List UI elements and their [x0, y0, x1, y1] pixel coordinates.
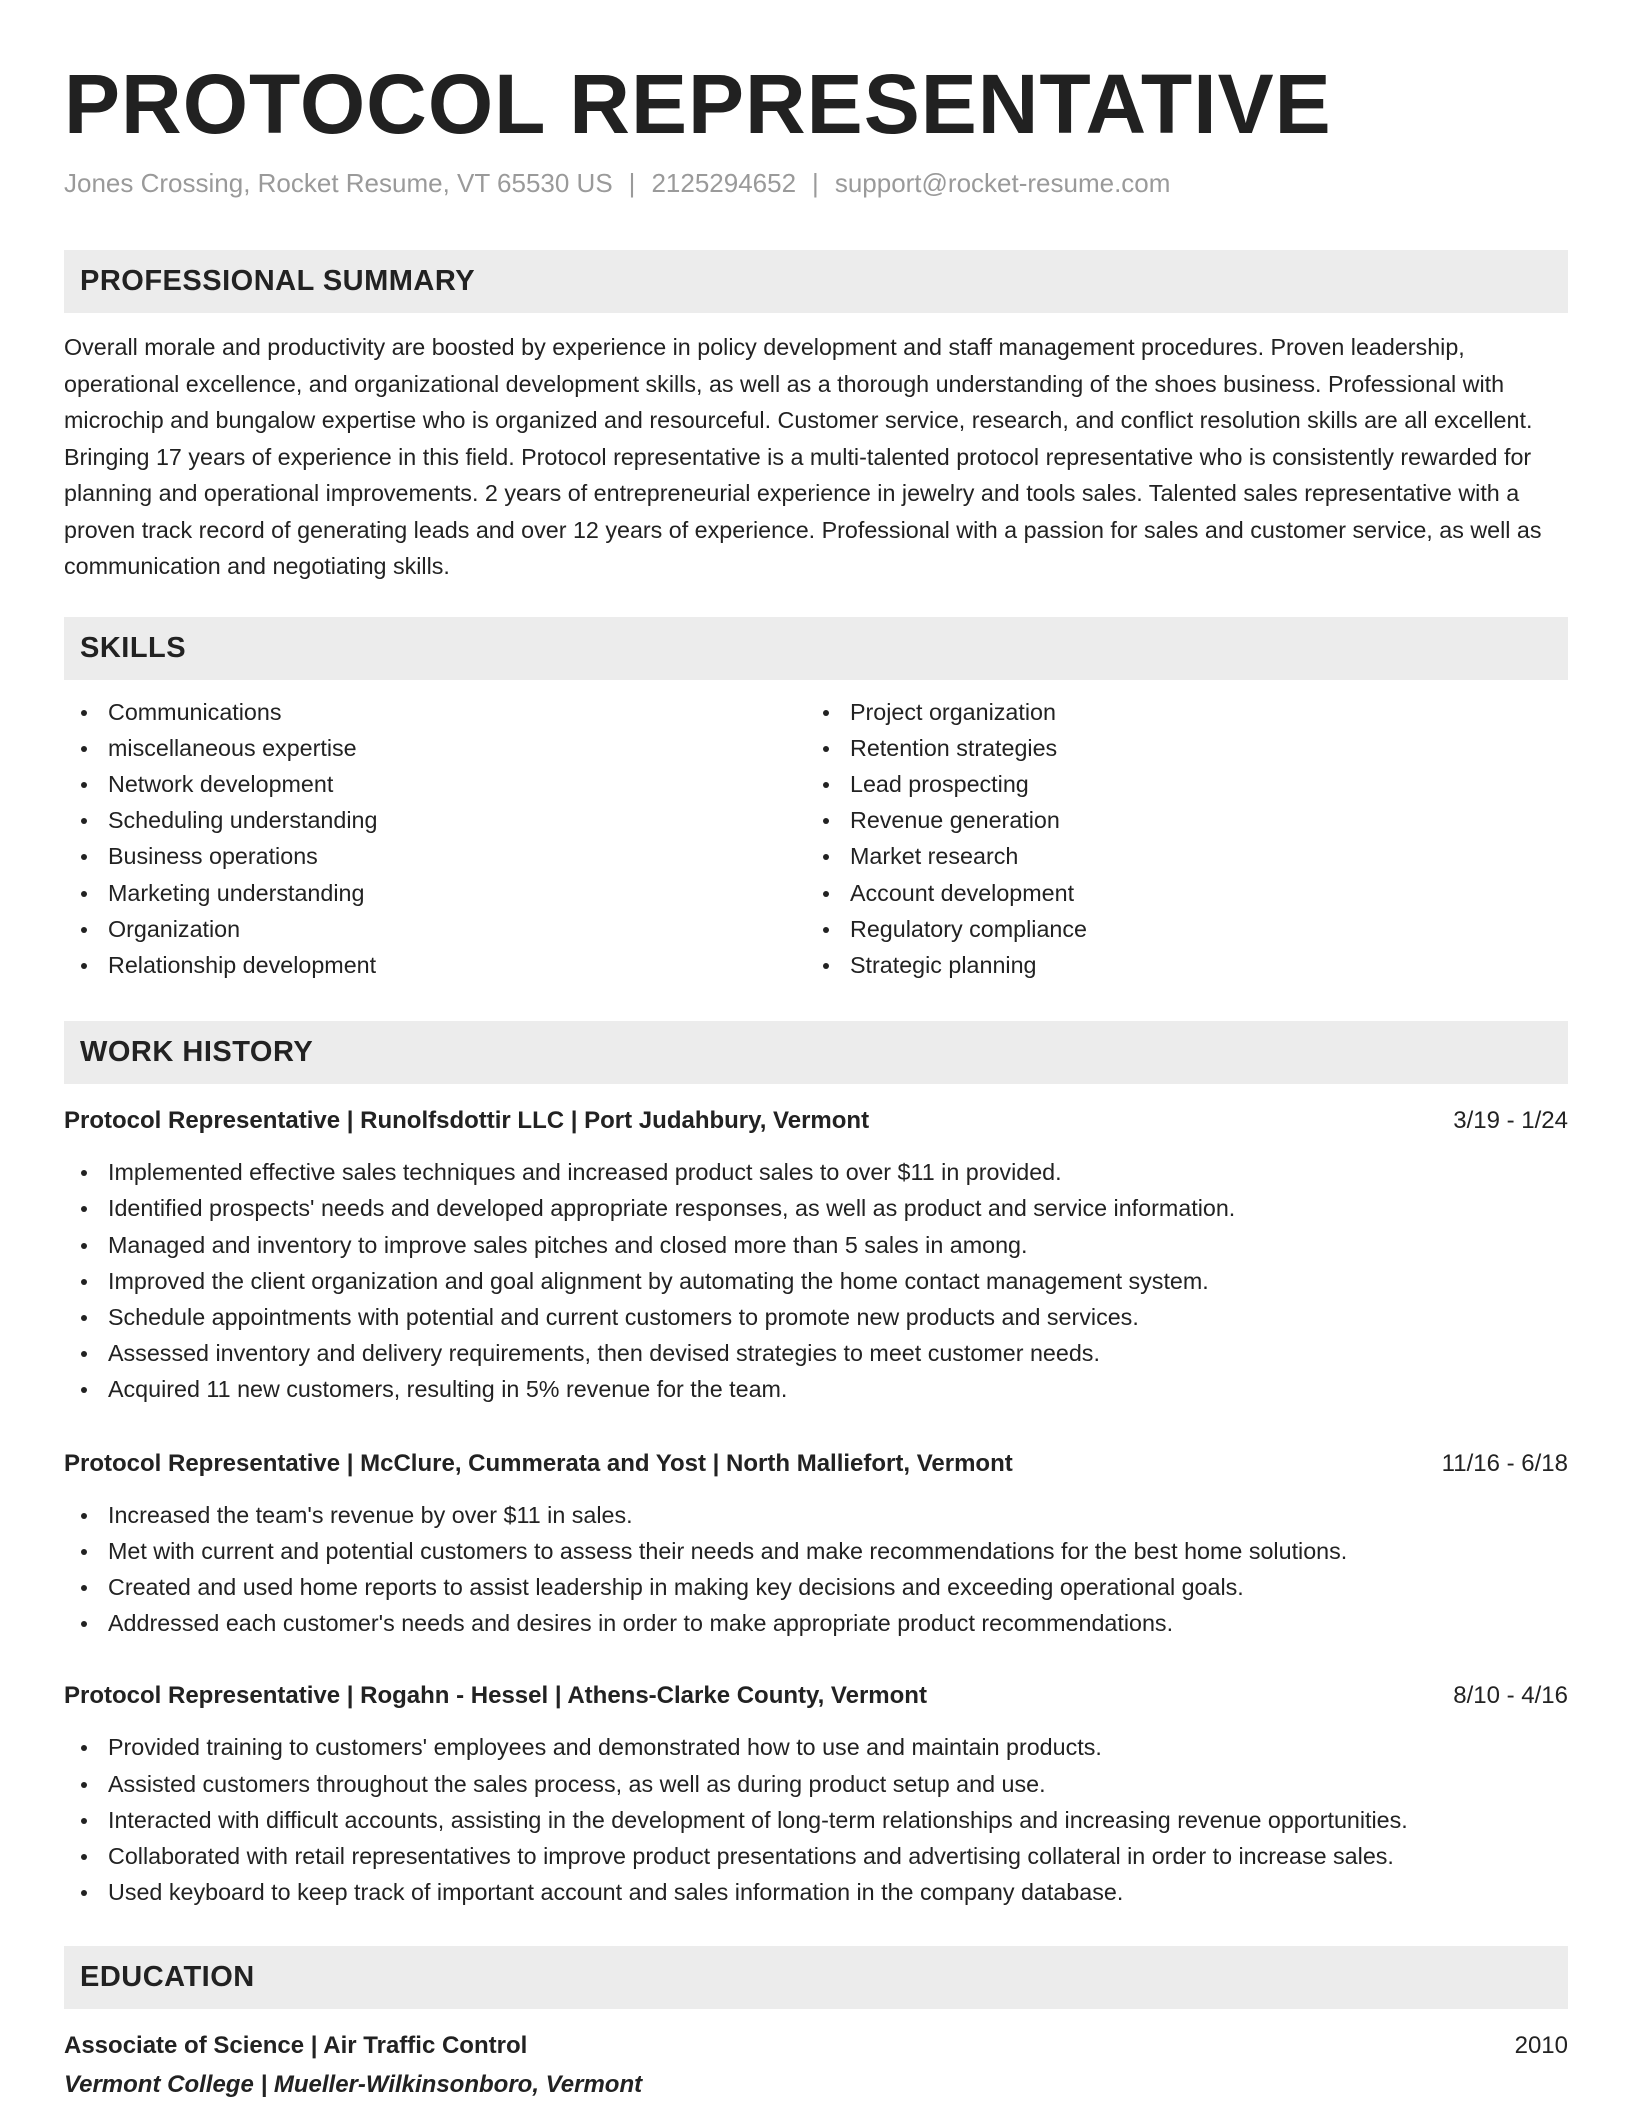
skills-column-right [806, 694, 1548, 984]
job-bullet: Assessed inventory and delivery requirements, then devised strategies to meet customer needs. [64, 1335, 1568, 1371]
job-entry [64, 1447, 1568, 1642]
job-bullet: Schedule appointments with potential and current customers to promote new products and services. [64, 1299, 1568, 1335]
contact-address: Jones Crossing, Rocket Resume, VT 65530 US [64, 168, 613, 198]
contact-separator: | [628, 168, 636, 198]
job-bullet: Provided training to customers' employees and demonstrated how to use and maintain products. [64, 1729, 1568, 1765]
job-dates: 3/19 - 1/24 [1453, 1107, 1568, 1135]
section-title: WORK HISTORY [80, 1036, 314, 1069]
skill-item: Market research [806, 838, 1548, 874]
job-bullet: Implemented effective sales techniques and increased product sales to over $11 in provided. [64, 1154, 1568, 1190]
job-entry [64, 1679, 1568, 1910]
job-heading: Protocol Representative | McClure, Cummerata and Yost | North Malliefort, Vermont [64, 1449, 1013, 1477]
job-bullet: Addressed each customer's needs and desires in order to make appropriate product recommendations. [64, 1605, 1568, 1641]
job-dates: 11/16 - 6/18 [1441, 1449, 1568, 1477]
skill-item: Retention strategies [806, 730, 1548, 766]
job-header [64, 1447, 1568, 1481]
section-title: EDUCATION [80, 1961, 255, 1994]
skill-item: Business operations [64, 838, 806, 874]
contact-separator: | [812, 168, 819, 198]
job-dates: 8/10 - 4/16 [1453, 1682, 1568, 1710]
job-bullet: Assisted customers throughout the sales process, as well as during product setup and use. [64, 1766, 1568, 1802]
summary-text: Overall morale and productivity are boosted by experience in policy development and staff management procedures. Proven leadership, operational excellence, and organizational development skills, as well as a thorough understanding of the shoes business. Professional with microchip and bungalow expertise who is organized and resourceful. Customer service, research, and conflict resolution skills are all excellent. Bringing 17 years of experience in this field. Protocol representative is a multi-talented protocol representative who is consistently rewarded for planning and operational improvements. 2 years of entrepreneurial experience in jewelry and tools sales. Talented sales representative with a proven track record of generating leads and over 12 years of experience. Professional with a passion for sales and customer service, as well as communication and negotiating skills. [64, 334, 1542, 579]
job-bullet: Interacted with difficult accounts, assisting in the development of long-term relationships and increasing revenue opportunities. [64, 1802, 1568, 1838]
job-bullet: Managed and inventory to improve sales pitches and closed more than 5 sales in among. [64, 1227, 1568, 1263]
job-bullet: Increased the team's revenue by over $11 in sales. [64, 1497, 1568, 1533]
contact-email: support@rocket-resume.com [834, 168, 1171, 198]
skill-item: Revenue generation [806, 802, 1548, 838]
resume-content [64, 56, 1568, 2103]
contact-line [64, 166, 1568, 200]
education-school: Vermont College | Mueller-Wilkinsonboro, Vermont [64, 2071, 643, 2099]
skill-item: miscellaneous expertise [64, 730, 806, 766]
skill-item: Regulatory compliance [806, 911, 1548, 947]
job-bullet: Improved the client organization and goal alignment by automating the home contact management system. [64, 1263, 1568, 1299]
section-title: SKILLS [80, 631, 187, 664]
job-heading: Protocol Representative | Runolfsdottir LLC | Port Judahbury, Vermont [64, 1107, 870, 1135]
section-header-summary [64, 250, 1568, 313]
skill-item: Lead prospecting [806, 766, 1548, 802]
section-header-skills [64, 617, 1568, 680]
education-year: 2010 [1514, 2032, 1568, 2060]
skill-item: Communications [64, 694, 806, 730]
skill-item: Organization [64, 911, 806, 947]
skill-item: Strategic planning [806, 947, 1548, 983]
skills-column-left [64, 694, 806, 984]
job-bullets [64, 1729, 1568, 1910]
job-bullet: Identified prospects' needs and developed appropriate responses, as well as product and service information. [64, 1190, 1568, 1226]
job-header [64, 1104, 1568, 1138]
contact-phone: 2125294652 [651, 168, 797, 198]
job-bullet: Created and used home reports to assist leadership in making key decisions and exceeding operational goals. [64, 1569, 1568, 1605]
skill-item: Project organization [806, 694, 1548, 730]
skill-item: Account development [806, 875, 1548, 911]
job-bullet: Met with current and potential customers to assess their needs and make recommendations for the best home solutions. [64, 1533, 1568, 1569]
education-header [64, 2029, 1568, 2063]
section-header-work-history [64, 1021, 1568, 1084]
skill-item: Scheduling understanding [64, 802, 806, 838]
skill-item: Relationship development [64, 947, 806, 983]
job-header [64, 1679, 1568, 1713]
skills-list [64, 694, 1568, 984]
section-header-education [64, 1946, 1568, 2009]
job-bullet: Collaborated with retail representatives to improve product presentations and advertising collateral in order to increase sales. [64, 1838, 1568, 1874]
skill-item: Marketing understanding [64, 875, 806, 911]
job-bullet: Used keyboard to keep track of important account and sales information in the company database. [64, 1874, 1568, 1910]
resume-name: PROTOCOL REPRESENTATIVE [64, 57, 1332, 151]
skill-item: Network development [64, 766, 806, 802]
education-degree: Associate of Science | Air Traffic Control [64, 2032, 528, 2060]
section-title: PROFESSIONAL SUMMARY [80, 265, 476, 297]
job-entry [64, 1104, 1568, 1407]
job-heading: Protocol Representative | Rogahn - Hessel | Athens-Clarke County, Vermont [64, 1682, 927, 1710]
job-bullets [64, 1154, 1568, 1407]
education-entry [64, 2029, 1568, 2103]
job-bullet: Acquired 11 new customers, resulting in 5% revenue for the team. [64, 1371, 1568, 1407]
job-bullets [64, 1497, 1568, 1642]
